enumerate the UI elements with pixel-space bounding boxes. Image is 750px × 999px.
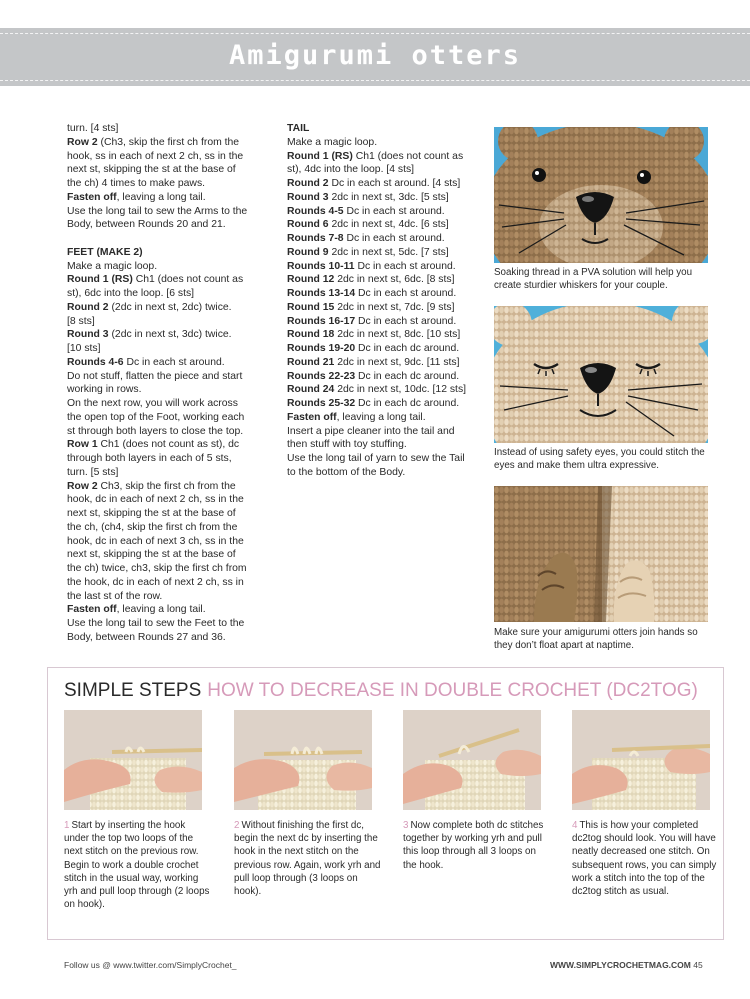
pattern-line (287, 342, 479, 356)
step-1-text (64, 819, 212, 911)
step-3-text (403, 819, 551, 872)
instruction-label: Rounds 25-32 (287, 398, 356, 409)
instruction-text: [8 sts] (67, 315, 95, 327)
instruction-text: the ch) 4 times to make paws. (67, 178, 206, 189)
pattern-line (67, 411, 267, 425)
pattern-line (67, 150, 267, 164)
instruction-text: Body, between Rounds 20 and 21. (67, 219, 226, 231)
step-1-body: Start by inserting the hook under the top two loops of the next stitch on the previous row. Begin to work a double crochet stitch in the usual way, working yrh and pull loop through (2 loops on hook). (64, 820, 210, 911)
instruction-text: Dc in each dc around. (355, 398, 460, 409)
instruction-text: (2dc in next st, 3dc) twice. (108, 329, 232, 341)
instruction-label: Round 18 (287, 329, 335, 341)
instruction-label: Fasten off (287, 411, 337, 423)
instruction-text: hook, dc in each of next 2 ch, ss in the (67, 494, 244, 506)
pattern-line (67, 548, 267, 562)
instruction-text: 2dc in next st, 4dc. [6 sts] (328, 219, 449, 231)
pattern-line (67, 301, 267, 315)
instruction-label: Fasten off (67, 191, 117, 203)
simple-steps-title: HOW TO DECREASE IN DOUBLE CROCHET (DC2TOG) (207, 680, 698, 701)
instruction-text: (2dc in next st, 2dc) twice. (108, 301, 232, 313)
pattern-line (67, 191, 267, 205)
pattern-line (287, 218, 479, 232)
instruction-text: Do not stuff, flatten the piece and start (67, 370, 243, 382)
instruction-text: Insert a pipe cleaner into the tail and (287, 425, 455, 437)
pattern-line (67, 438, 267, 452)
instruction-label: Rounds 13-14 (287, 288, 356, 299)
instruction-text: hook, dc in each of next 3 ch, ss in the (67, 535, 244, 547)
step-4-number: 4 (572, 820, 578, 831)
pattern-line (287, 191, 479, 205)
pattern-line (67, 177, 267, 191)
pattern-line (67, 493, 267, 507)
instruction-text: [10 sts] (67, 343, 101, 354)
pattern-line (67, 383, 267, 397)
instruction-text: , leaving a long tail. (336, 411, 426, 423)
step-4-photo (572, 710, 710, 810)
pattern-line (67, 122, 267, 136)
otter-face-photo (494, 127, 708, 263)
step-3-photo (403, 710, 541, 810)
footer-site (550, 960, 703, 970)
instruction-text: to the bottom of the Body. (287, 466, 406, 478)
instruction-label: Row 1 (67, 439, 98, 451)
pattern-line (287, 438, 479, 452)
instruction-label: Round 3 (287, 191, 329, 203)
step-2-text (234, 819, 382, 898)
pattern-line (67, 136, 267, 150)
step-1-photo (64, 710, 202, 810)
section-heading: TAIL (287, 123, 310, 134)
paragraph-gap (67, 232, 267, 246)
pattern-line (67, 480, 267, 494)
instruction-text: 2dc in next st, 9dc. [11 sts] (334, 356, 460, 368)
pattern-column-2 (287, 122, 479, 480)
pattern-line (287, 287, 479, 301)
pattern-line (67, 287, 267, 301)
instruction-text: 2dc in next st, 3dc. [5 sts] (328, 191, 449, 203)
page-title: Amigurumi otters (228, 40, 522, 71)
instruction-text: st through both layers to close the top. (67, 425, 244, 437)
instruction-label: Rounds 16-17 (287, 315, 356, 327)
step-3-body: Now complete both dc stitches together by working yrh and pull this loop through all 3 loops on the hook. (403, 820, 544, 871)
instruction-text: 2dc in next st, 8dc. [10 sts] (334, 329, 461, 341)
pattern-line (287, 370, 479, 384)
instruction-label: Round 1 (RS) (67, 274, 133, 286)
pattern-line (67, 218, 267, 232)
instruction-text: the ch, (ch4, skip the first ch from the (67, 521, 238, 533)
instruction-label: Fasten off (67, 604, 117, 616)
instruction-text: Dc in each dc around. (355, 370, 460, 382)
pattern-line (287, 150, 479, 164)
simple-steps-label: SIMPLE STEPS (64, 680, 202, 701)
instruction-text: Dc in each st around. (343, 205, 445, 217)
instruction-text: , leaving a long tail. (116, 191, 206, 203)
pattern-line (67, 466, 267, 480)
instruction-label: Rounds 7-8 (287, 233, 344, 244)
instruction-label: Round 2 (287, 178, 329, 189)
instruction-text: Use the long tail to sew the Arms to the (67, 205, 248, 217)
step-2-body: Without finishing the first dc, begin the next dc by inserting the hook in the next stitch on the previous row. Again, work yrh and pull loop through (3 loops on hook). (234, 820, 381, 898)
pattern-line (287, 163, 479, 177)
pattern-line (67, 507, 267, 521)
instruction-text: Dc in each st around. (354, 260, 456, 272)
instruction-text: 2dc in next st, 10dc. [12 sts] (334, 384, 467, 396)
section-heading: FEET (MAKE 2) (67, 246, 143, 258)
instruction-text: Dc in each st around. (355, 315, 457, 327)
pattern-line (287, 273, 479, 287)
instruction-text: turn. [5 sts] (67, 466, 119, 478)
pattern-line (67, 452, 267, 466)
instruction-text: Dc in each dc around. (355, 343, 460, 354)
photo-caption-3: Make sure your amigurumi otters join hands so they don’t float apart at naptime. (494, 627, 698, 651)
pattern-line (287, 356, 479, 370)
pattern-line (287, 466, 479, 480)
instruction-text: , leaving a long tail. (116, 604, 206, 616)
pattern-line (67, 342, 267, 356)
pattern-line (67, 356, 267, 370)
instruction-text: hook, ss in each of next 2 ch, ss in the (67, 150, 244, 162)
instruction-text: next st, skipping the st at the base of (67, 549, 236, 561)
pattern-line (67, 163, 267, 177)
instruction-label: Round 9 (287, 246, 329, 258)
pattern-line (287, 383, 479, 397)
pattern-line (67, 617, 267, 631)
instruction-label: Round 24 (287, 384, 335, 396)
pattern-line (67, 205, 267, 219)
instruction-text: 2dc in next st, 6dc. [8 sts] (334, 274, 455, 286)
pattern-line (67, 315, 267, 329)
instruction-label: Round 6 (287, 219, 329, 231)
pattern-line (67, 273, 267, 287)
pattern-line (287, 397, 479, 411)
pattern-line (287, 452, 479, 466)
instruction-label: Rounds 19-20 (287, 343, 356, 354)
photo-caption-2: Instead of using safety eyes, you could stitch the eyes and make them ultra expressive. (494, 447, 705, 471)
instruction-text: st), 4dc into the loop. [4 sts] (287, 164, 415, 176)
pattern-line (67, 425, 267, 439)
instruction-label: Rounds 10-11 (287, 260, 355, 272)
page-number: 45 (693, 960, 703, 970)
instruction-label: Round 15 (287, 301, 335, 313)
website-link[interactable]: WWW.SIMPLYCROCHETMAG.COM (550, 960, 691, 970)
instruction-text: the last st of the row. (67, 590, 163, 602)
instruction-text: turn. [4 sts] (67, 123, 119, 134)
pattern-line (67, 631, 267, 645)
pattern-line (287, 136, 479, 150)
pattern-line (67, 370, 267, 384)
instruction-text: Body, between Rounds 27 and 36. (67, 631, 226, 643)
instruction-text: Dc in each st around. (355, 288, 457, 299)
pattern-line (287, 315, 479, 329)
pattern-line (67, 260, 267, 274)
simple-steps-heading (64, 680, 698, 702)
twitter-link[interactable]: Follow us @ www.twitter.com/SimplyCrochet_ (64, 960, 237, 970)
instruction-text: through both layers in each of 5 sts, (67, 453, 232, 464)
instruction-text: Use the long tail of yarn to sew the Tail (287, 453, 465, 464)
instruction-label: Rounds 4-5 (287, 205, 344, 217)
pattern-line (287, 411, 479, 425)
pattern-line (67, 576, 267, 590)
instruction-text: Use the long tail to sew the Feet to the (67, 618, 245, 629)
step-2-number: 2 (234, 820, 240, 831)
pattern-line (287, 232, 479, 246)
instruction-text: working in rows. (67, 384, 142, 396)
instruction-label: Rounds 22-23 (287, 370, 356, 382)
instruction-text: 2dc in next st, 5dc. [7 sts] (328, 246, 449, 258)
pattern-line (67, 328, 267, 342)
instruction-text: Dc in each st around. (343, 233, 445, 244)
instruction-text: Make a magic loop. (67, 260, 158, 272)
pattern-line (287, 177, 479, 191)
pattern-line (287, 260, 479, 274)
instruction-text: next st, skipping the st at the base of (67, 164, 236, 176)
instruction-label: Row 2 (67, 480, 98, 492)
instruction-text: 2dc in next st, 7dc. [9 sts] (334, 301, 455, 313)
instruction-text: Ch1 (does not count as (352, 150, 464, 162)
pattern-line (67, 562, 267, 576)
pattern-line (287, 301, 479, 315)
instruction-text: Ch3, skip the first ch from the (97, 480, 236, 492)
instruction-text: next st, skipping the st at the base of (67, 508, 236, 519)
photo-caption-1: Soaking thread in a PVA solution will help you create sturdier whiskers for your couple. (494, 267, 693, 291)
pattern-line (67, 397, 267, 411)
pattern-line (67, 603, 267, 617)
instruction-text: then stuff with toy stuffing. (287, 439, 407, 451)
pattern-column-1 (67, 122, 267, 645)
otters-holding-hands-photo (494, 486, 708, 622)
instruction-label: Round 21 (287, 356, 335, 368)
title-banner (0, 28, 750, 86)
step-4-body: This is how your completed dc2tog should look. You will have neatly decreased one stitch. On subsequent rows, you can simply work a stitch into the top of the dc2tog stitch as usual. (572, 820, 717, 898)
pattern-line (287, 328, 479, 342)
pattern-line (67, 590, 267, 604)
step-3-number: 3 (403, 820, 409, 831)
step-2-photo (234, 710, 372, 810)
instruction-text: (Ch3, skip the first ch from the (97, 136, 240, 148)
instruction-text: the open top of the Foot, working each (67, 411, 245, 423)
step-1-number: 1 (64, 820, 70, 831)
instruction-label: Row 2 (67, 136, 98, 148)
instruction-label: Round 3 (67, 329, 109, 341)
instruction-text: Ch1 (does not count as st), dc (97, 439, 240, 451)
pattern-line (287, 246, 479, 260)
pattern-line (287, 205, 479, 219)
instruction-label: Round 1 (RS) (287, 150, 353, 162)
pattern-line (67, 521, 267, 535)
instruction-label: Round 2 (67, 301, 109, 313)
instruction-text: st), 6dc into the loop. [6 sts] (67, 288, 195, 299)
instruction-text: the ch) twice, ch3, skip the first ch from (67, 563, 247, 574)
instruction-label: Rounds 4-6 (67, 356, 124, 368)
instruction-text: Make a magic loop. (287, 136, 378, 148)
instruction-text: the hook, dc in each of next 2 ch, ss in (67, 576, 244, 588)
instruction-text: On the next row, you will work across (67, 398, 238, 409)
pattern-line (287, 425, 479, 439)
instruction-text: Dc in each st around. (123, 356, 225, 368)
pattern-line (67, 535, 267, 549)
instruction-label: Round 12 (287, 274, 335, 286)
step-4-text (572, 819, 720, 898)
instruction-text: Dc in each st around. [4 sts] (328, 178, 461, 189)
otter-stitched-eyes-photo (494, 306, 708, 443)
instruction-text: Ch1 (does not count as (132, 274, 244, 286)
